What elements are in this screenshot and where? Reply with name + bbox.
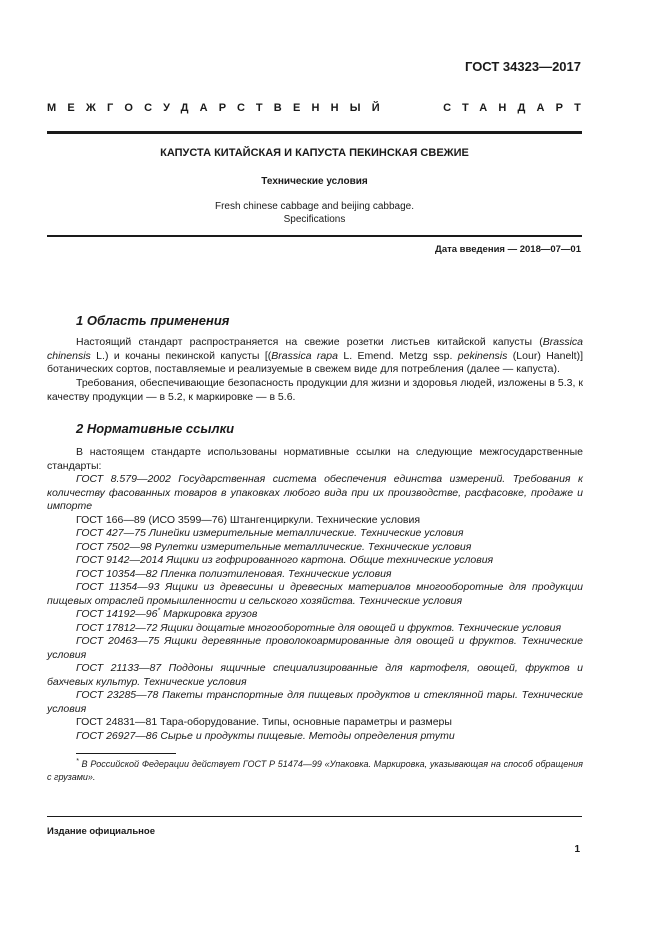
references-intro: В настоящем стандарте использованы нормативные ссылки на следующие межгосударственные стандарты: xyxy=(47,446,583,472)
latin-name: pekinensis xyxy=(457,349,508,362)
reference-item: ГОСТ 427—75 Линейки измерительные металлические. Технические условия xyxy=(76,527,464,539)
section-1-heading: 1 Область применения xyxy=(76,313,230,328)
introduction-date: Дата введения — 2018—07—01 xyxy=(435,244,581,255)
english-title-line1: Fresh chinese cabbage and beijing cabbage. xyxy=(214,201,415,212)
standard-word: СТАНДАРТ xyxy=(443,102,592,114)
reference-item: ГОСТ 24831—81 Тара-оборудование. Типы, основные параметры и размеры xyxy=(76,716,452,728)
page-number: 1 xyxy=(574,844,580,855)
section-1-paragraph-2: Требования, обеспечивающие безопасность продукции для жизни и здоровья людей, изложены в 5.3, к качеству продукции — в 5.2, к маркировке — в 5.6. xyxy=(47,377,583,403)
section-1-paragraph-1 xyxy=(47,336,583,377)
reference-item: ГОСТ 10354—82 Пленка полиэтиленовая. Технические условия xyxy=(76,567,392,580)
gost-number: ГОСТ 34323—2017 xyxy=(465,59,581,74)
footnote-mark: * xyxy=(76,758,79,765)
footer-rule xyxy=(47,816,582,817)
official-edition-label: Издание официальное xyxy=(47,826,155,837)
section-2-heading: 2 Нормативные ссылки xyxy=(76,421,235,436)
footnote-marker: * xyxy=(157,607,161,615)
reference-item: ГОСТ 23285—78 Пакеты транспортные для пищевых продуктов и стеклянной тары. Технические условия xyxy=(47,689,583,715)
latin-name: Brassica chinensis xyxy=(47,336,583,362)
reference-title: Маркировка грузов xyxy=(160,608,258,620)
normative-references-list xyxy=(47,446,583,743)
footnote-separator xyxy=(76,753,176,754)
reference-item: ГОСТ 7502—98 Рулетки измерительные металлические. Технические условия xyxy=(76,540,472,553)
title-rule xyxy=(47,235,582,237)
english-title-line2: Specifications xyxy=(283,214,346,225)
text-run: L. Emend. Metzg ssp. xyxy=(337,349,458,362)
english-title xyxy=(47,200,582,226)
reference-item: ГОСТ 9142—2014 Ящики из гофрированного картона. Общие технические условия xyxy=(76,554,494,566)
interstate-word: МЕЖГОСУДАРСТВЕННЫЙ xyxy=(47,102,391,114)
text-run: (Lour) Hanelt)] ботанических сортов, поставляемые и реализуемые в свежем виде для потребления (далее — капуста). xyxy=(47,349,583,375)
reference-item: ГОСТ 8.579—2002 Государственная система обеспечения единства измерений. Требования к количеству фасованных товаров в упаковках любого вида при их производстве, расфасовке, продаже и импорте xyxy=(47,473,583,512)
reference-item: ГОСТ 20463—75 Ящики деревянные проволокоармированные для овощей и фруктов. Технические условия xyxy=(47,635,583,661)
text-run: L.) и кочаны пекинской капусты [( xyxy=(90,349,272,362)
reference-item: ГОСТ 21133—87 Поддоны ящичные специализированные для картофеля, овощей, фруктов и бахчевых культур. Технические условия xyxy=(47,662,583,688)
reference-item: ГОСТ 26927—86 Сырье и продукты пищевые. Методы определения ртути xyxy=(76,729,455,742)
text-run: Настоящий стандарт распространяется на свежие розетки листьев китайской капусты ( xyxy=(76,336,543,348)
document-subtitle: Технические условия xyxy=(261,176,368,187)
interstate-standard-banner xyxy=(47,102,592,114)
latin-name: Brassica rapa xyxy=(271,349,338,362)
reference-item xyxy=(47,608,583,622)
document-title: КАПУСТА КИТАЙСКАЯ И КАПУСТА ПЕКИНСКАЯ СВЕЖИЕ xyxy=(160,147,469,159)
footnote-text: В Российской Федерации действует ГОСТ Р 51474—99 «Упаковка. Маркировка, указывающая на способ обращения с грузами». xyxy=(47,759,583,782)
footnote xyxy=(47,758,583,783)
reference-item: ГОСТ 166—89 (ИСО 3599—76) Штангенциркули. Технические условия xyxy=(76,513,421,526)
reference-item: ГОСТ 11354—93 Ящики из древесины и древесных материалов многооборотные для продукции пищевых отраслей промышленности и сельского хозяйства. Технические условия xyxy=(47,581,583,607)
header-rule xyxy=(47,131,582,134)
reference-code: ГОСТ 14192—96 xyxy=(76,608,158,620)
reference-item: ГОСТ 17812—72 Ящики дощатые многооборотные для овощей и фруктов. Технические условия xyxy=(76,621,562,634)
